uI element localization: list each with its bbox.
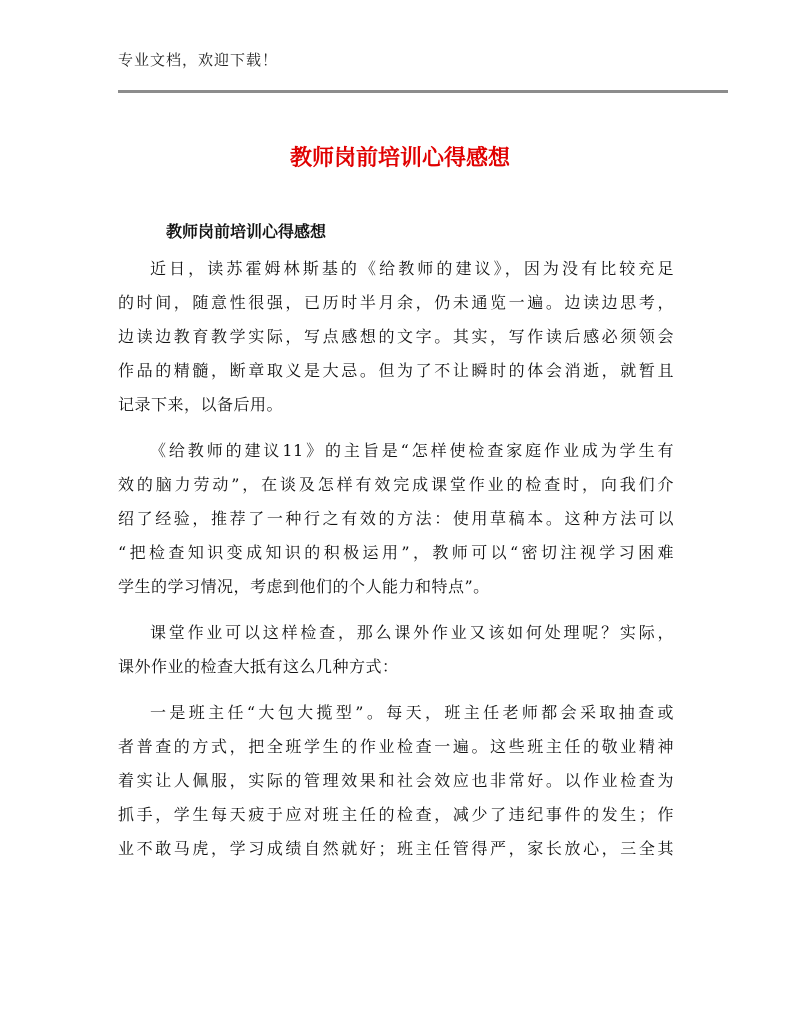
paragraph-line: “把检查知识变成知识的积极运用”，教师可以“密切注视学习困难 xyxy=(118,543,674,562)
paragraph-line: 课堂作业可以这样检查，那么课外作业又该如何处理呢？实际， xyxy=(150,623,674,642)
paragraph-1 xyxy=(118,252,674,422)
paragraph-line: 着实让人佩服，实际的管理效果和社会效应也非常好。以作业检查为 xyxy=(118,771,674,790)
header-divider xyxy=(118,90,728,93)
document-title: 教师岗前培训心得感想 xyxy=(289,146,510,171)
header-note: 专业文档，欢迎下载！ xyxy=(118,51,279,69)
paragraph-3 xyxy=(118,616,674,684)
paragraph-line: 效的脑力劳动”，在谈及怎样有效完成课堂作业的检查时，向我们介 xyxy=(118,475,674,494)
paragraph-line: 抓手，学生每天疲于应对班主任的检查，减少了违纪事件的发生；作 xyxy=(118,805,674,824)
paragraph-4 xyxy=(118,696,674,866)
paragraph-line: 的时间，随意性很强，已历时半月余，仍未通览一遍。边读边思考， xyxy=(118,293,674,312)
paragraph-line: 《给教师的建议11》的主旨是“怎样使检查家庭作业成为学生有 xyxy=(150,441,674,460)
paragraph-line: 近日，读苏霍姆林斯基的《给教师的建议》，因为没有比较充足 xyxy=(150,259,674,278)
document-body xyxy=(118,218,674,878)
paragraph-line: 记录下来，以备后用。 xyxy=(118,395,284,414)
paragraph-line: 边读边教育教学实际，写点感想的文字。其实，写作读后感必须领会 xyxy=(118,327,674,346)
paragraph-line: 一是班主任“大包大揽型”。每天，班主任老师都会采取抽查或 xyxy=(150,703,674,722)
paragraph-2 xyxy=(118,434,674,604)
paragraph-line: 绍了经验，推荐了一种行之有效的方法：使用草稿本。这种方法可以 xyxy=(118,509,674,528)
document-subtitle: 教师岗前培训心得感想 xyxy=(166,222,327,241)
paragraph-line: 作品的精髓，断章取义是大忌。但为了不让瞬时的体会消逝，就暂且 xyxy=(118,361,674,380)
paragraph-line: 者普查的方式，把全班学生的作业检查一遍。这些班主任的敬业精神 xyxy=(118,737,674,756)
paragraph-line: 学生的学习情况，考虑到他们的个人能力和特点”。 xyxy=(118,577,490,596)
paragraph-line: 业不敢马虎，学习成绩自然就好；班主任管得严，家长放心，三全其 xyxy=(118,839,674,858)
paragraph-line: 课外作业的检查大抵有这么几种方式： xyxy=(118,657,399,676)
